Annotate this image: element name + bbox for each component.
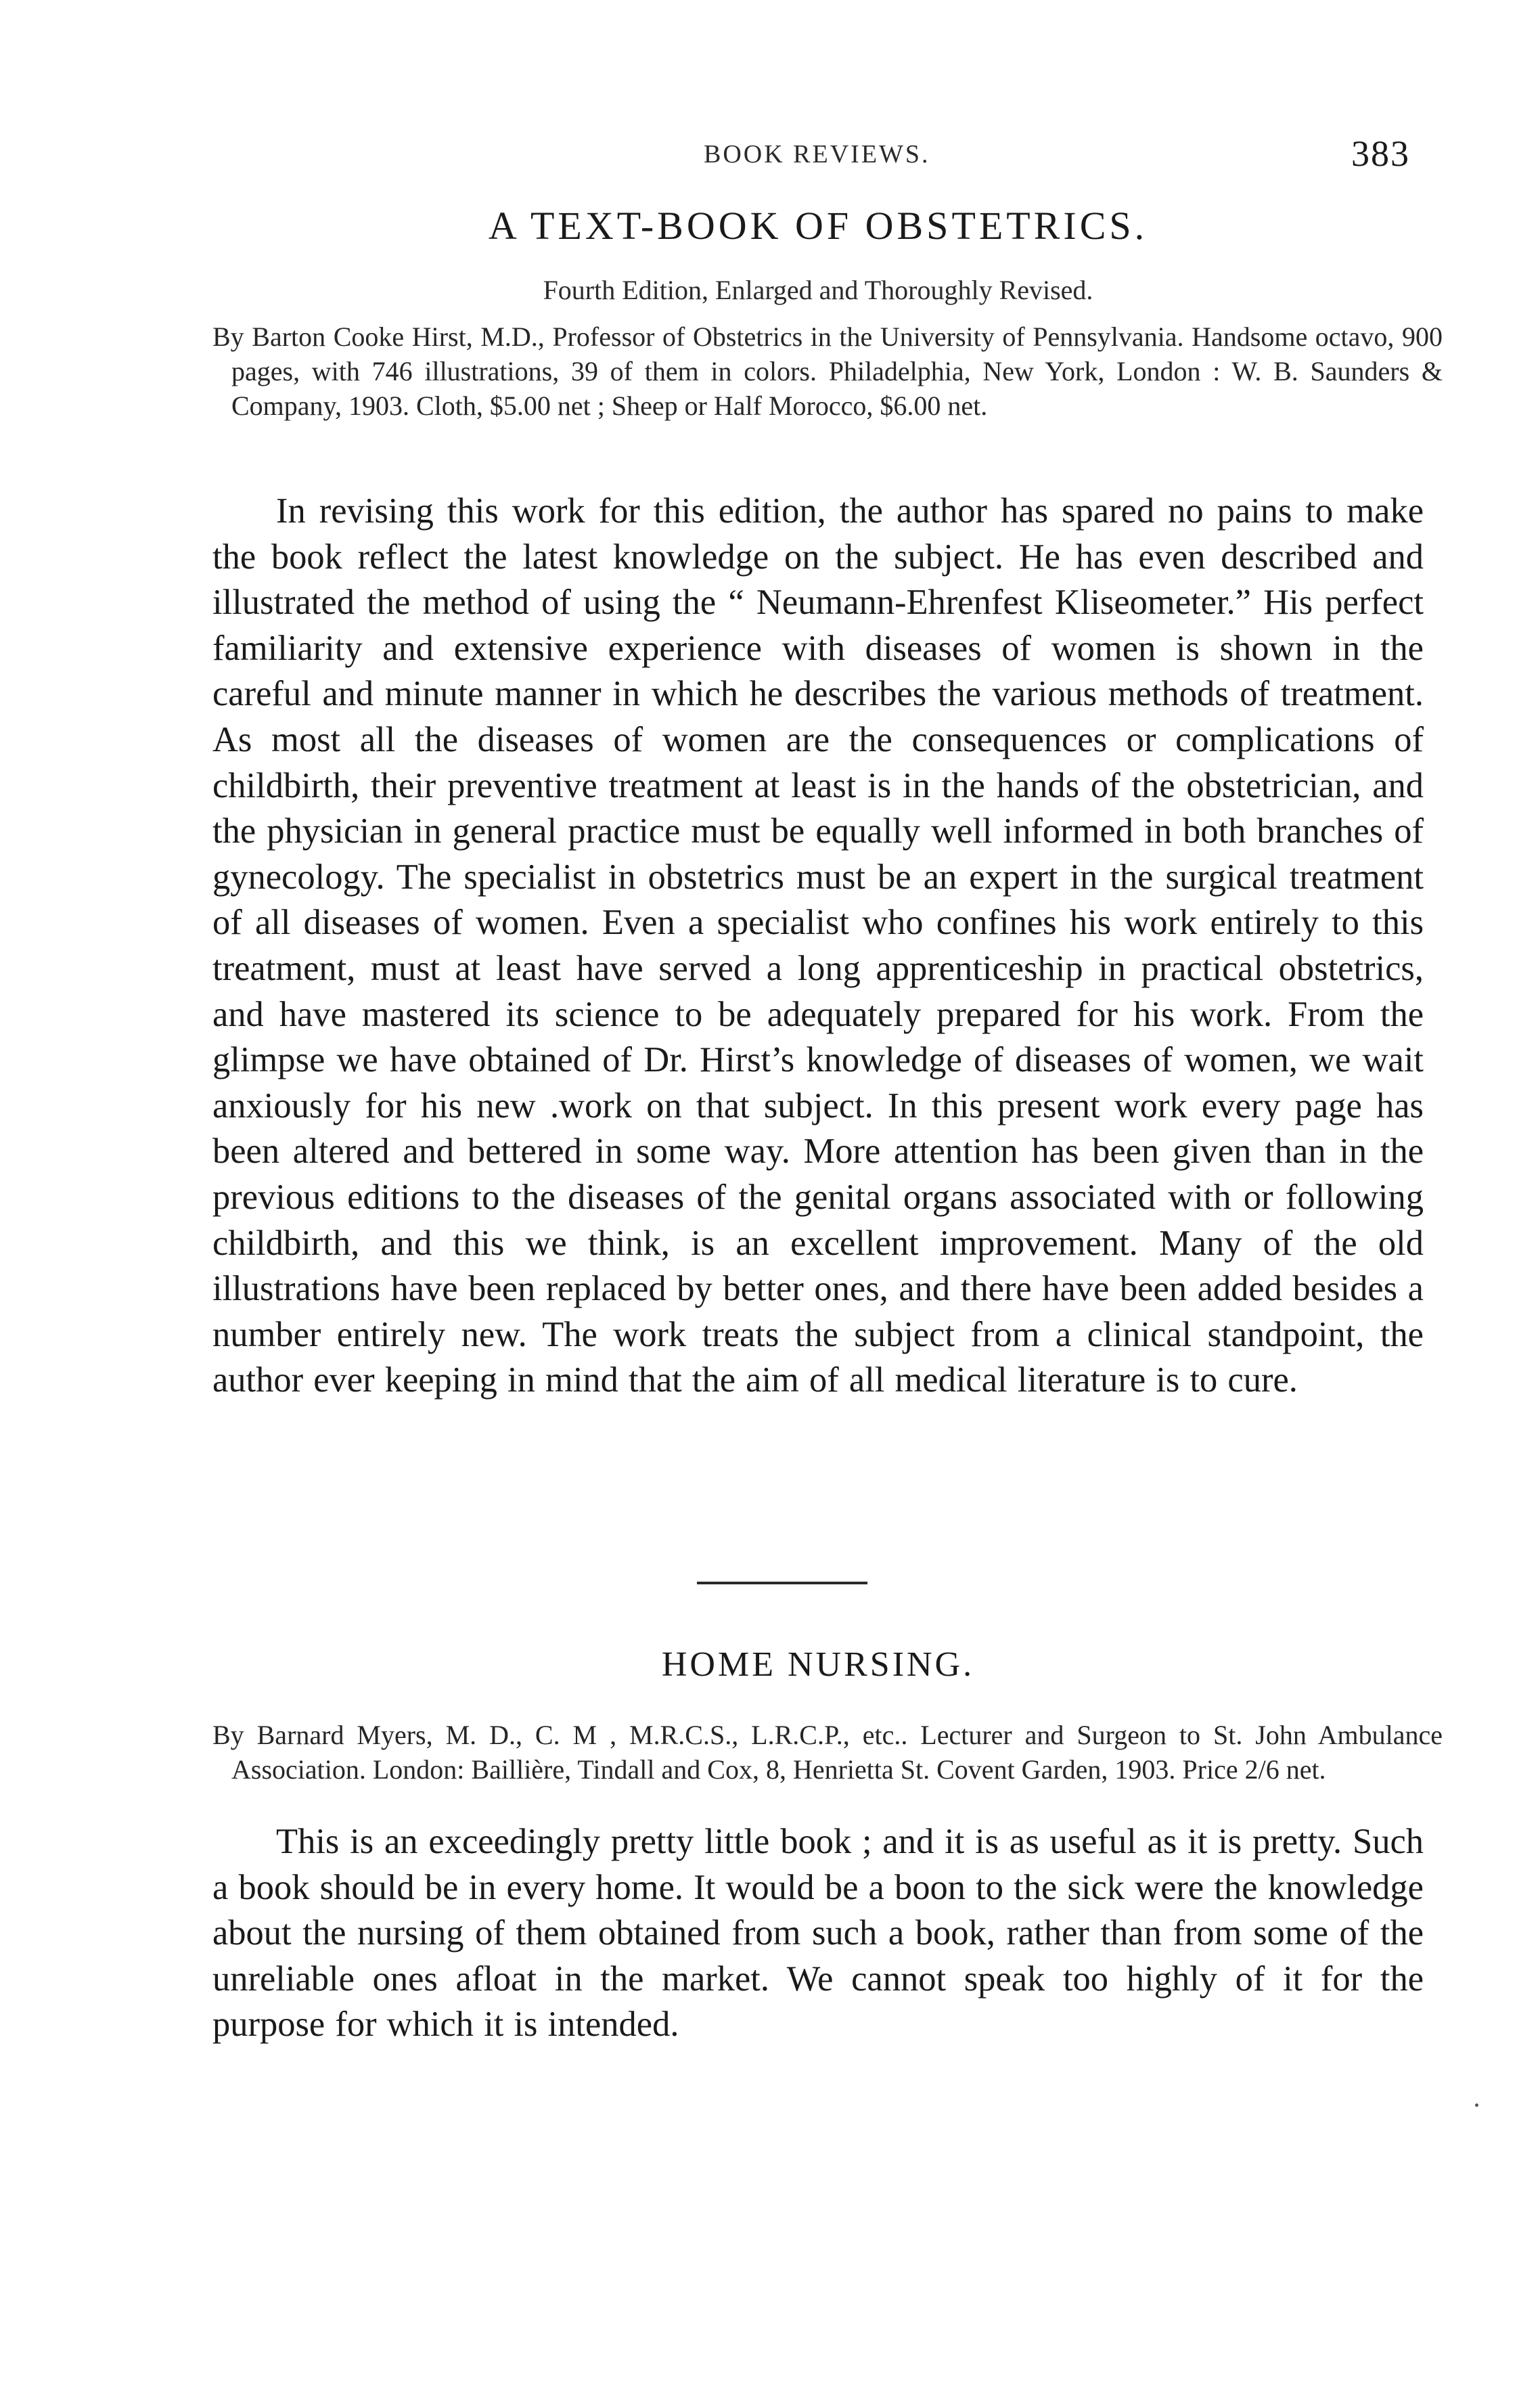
running-head: BOOK REVIEWS.: [704, 140, 930, 169]
book-citation-obstetrics: By Barton Cooke Hirst, M.D., Professor of Obstetrics in the University of Pennsylvania. Handsome octavo, 900 pages, with 746 illustrations, 39 of them in colors. Philadelphia, New York, London : W. B. Saunders & Company, 1903. Cloth, $5.00 net ; Sheep or Half Morocco, $6.00 net.: [212, 321, 1443, 421]
review-title-obstetrics: A TEXT-BOOK OF OBSTETRICS.: [488, 204, 1148, 248]
review-body-home-nursing: This is an exceedingly pretty little book ; and it is as useful as it is pretty. Such a book should be in every home. It would be a boon to the sick were the knowledge about the nursing of them obtained from such a book, rather than from some of the unreliable ones afloat in the market. We cannot speak too highly of it for the purpose for which it is intended.: [212, 1822, 1424, 2045]
page-number: 383: [1351, 133, 1410, 174]
review-title-home-nursing: HOME NURSING.: [661, 1645, 975, 1684]
review-body-obstetrics: In revising this work for this edition, the author has spared no pains to make the book reflect the latest knowledge on the subject. He has even described and illustrated the method of using the “ Neumann-Ehrenfest Kliseometer.” His perfect familiarity and extensive experience with diseases of women is shown in the careful and minute manner in which he describes the various methods of treatment. As most all the diseases of women are the consequences or complications of childbirth, their preventive treatment at least is in the hands of the obstetrician, and the physician in general practice must be equally well informed in both branches of gynecology. The specialist in obstetrics must be an expert in the surgical treatment of all diseases of women. Even a specialist who confines his work entirely to this treatment, must at least have served a long apprenticeship in practical obstetrics, and have mastered its science to be adequately prepared for his work. From the glimpse we have obtained of Dr. Hirst’s knowledge of diseases of women, we wait anxiously for his new .work on that subject. In this present work every page has been altered and bettered in some way. More attention has been given than in the previous editions to the diseases of the genital organs associated with or following childbirth, and this we think, is an excellent improvement. Many of the old illustrations have been replaced by better ones, and there have been added besides a number entirely new. The work treats the subject from a clinical standpoint, the author ever keeping in mind that the aim of all medical literature is to cure.: [212, 491, 1424, 1400]
book-citation-home-nursing: By Barnard Myers, M. D., C. M , M.R.C.S., L.R.C.P., etc.. Lecturer and Surgeon to St. John Ambulance Association. London: Baillière, Tindall and Cox, 8, Henrietta St. Covent Garden, 1903. Price 2/6 net.: [212, 1720, 1443, 1785]
print-speck: [1475, 2103, 1478, 2107]
edition-line: Fourth Edition, Enlarged and Thoroughly Revised.: [543, 275, 1093, 305]
section-divider: [697, 1582, 867, 1584]
